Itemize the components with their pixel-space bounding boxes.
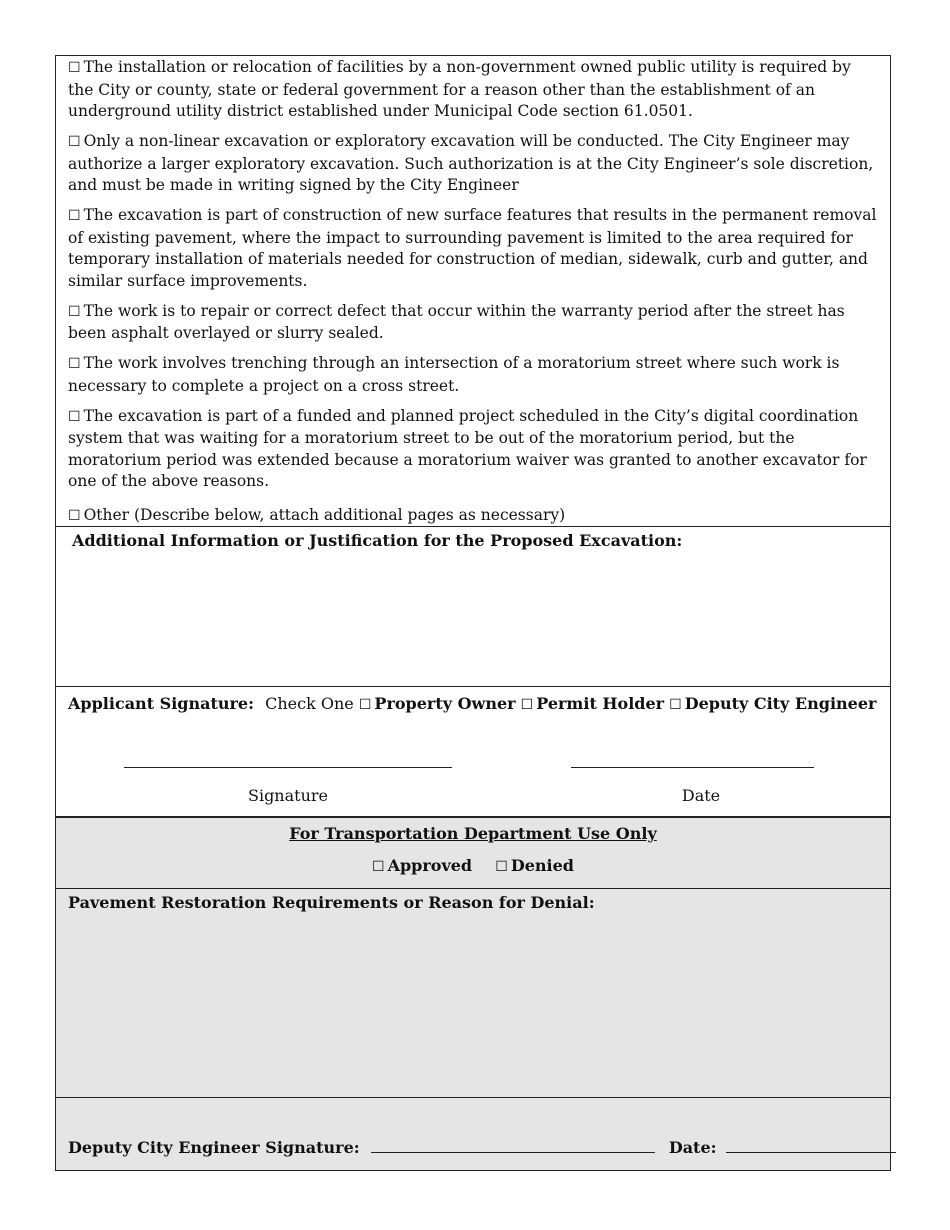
- checkbox-icon[interactable]: ☐: [68, 134, 81, 150]
- transportation-heading: For Transportation Department Use Only: [289, 824, 657, 843]
- applicant-signature-row: [68, 694, 878, 713]
- checkbox-icon[interactable]: ☐: [68, 408, 81, 425]
- checkbox-icon[interactable]: ☐: [669, 697, 682, 713]
- additional-info-section[interactable]: [56, 527, 890, 687]
- checkbox-icon[interactable]: ☐: [68, 356, 81, 372]
- reason-item: ☐ The work is to repair or correct defect that occur within the warranty period after the street has been asphalt overlayed or slurry sealed.: [68, 301, 845, 342]
- deputy-signature-line[interactable]: [371, 1138, 655, 1153]
- date-caption: Date: [681, 786, 721, 805]
- reason-item-other: ☐ Other (Describe below, attach additional pages as necessary): [68, 505, 566, 524]
- reasons-section: [56, 56, 890, 527]
- check-one-label: Check One: [265, 694, 354, 713]
- applicant-signature-label: Applicant Signature:: [68, 694, 255, 713]
- option-deputy-city-engineer: Deputy City Engineer: [684, 694, 877, 713]
- deputy-date-line[interactable]: [726, 1138, 896, 1153]
- checkbox-icon[interactable]: ☐: [68, 303, 81, 320]
- deputy-signature-row: [68, 1138, 896, 1157]
- checkbox-icon[interactable]: ☐: [520, 697, 534, 713]
- checkbox-icon[interactable]: ☐: [68, 208, 81, 224]
- additional-info-label: Additional Information or Justification for the Proposed Excavation:: [72, 531, 683, 550]
- pavement-restoration-label: Pavement Restoration Requirements or Reason for Denial:: [68, 893, 595, 912]
- applicant-signature-section: [56, 687, 890, 817]
- date-line[interactable]: [571, 767, 814, 768]
- deputy-date-label: Date:: [668, 1138, 717, 1157]
- checkbox-icon[interactable]: ☐: [68, 507, 81, 524]
- deputy-signature-label: Deputy City Engineer Signature:: [68, 1138, 360, 1157]
- reason-item: ☐ The excavation is part of construction of new surface features that results in the permanent removal of existing pavement, where the impact to surrounding pavement is limited to the area required for temporary installation of materials needed for construction of median, sidewalk, curb and gutter, and similar surface improvements.: [68, 206, 877, 290]
- signature-line[interactable]: [124, 767, 452, 768]
- reason-item: ☐ The work involves trenching through an intersection of a moratorium street where such work is necessary to complete a project on a cross street.: [68, 354, 840, 395]
- signature-caption: Signature: [247, 786, 328, 805]
- reason-item: ☐ The excavation is part of a funded and planned project scheduled in the City’s digital coordination system that was waiting for a moratorium street to be out of the moratorium period, but the moratorium period was extended because a moratorium waiver was granted to another excavator for one of the above reasons.: [68, 406, 867, 490]
- transportation-use-section: [56, 817, 890, 889]
- checkbox-icon[interactable]: ☐: [68, 60, 81, 76]
- deputy-signature-section: [56, 1098, 890, 1170]
- checkbox-icon[interactable]: ☐: [495, 859, 508, 875]
- option-permit-holder: Permit Holder: [536, 694, 665, 713]
- checkbox-icon[interactable]: ☐: [358, 697, 372, 713]
- reason-item: ☐ The installation or relocation of facilities by a non-government owned public utility is required by the City or county, state or federal government for a reason other than the establishment of an underground utility district established under Municipal Code section 61.0501.: [68, 58, 851, 120]
- pavement-restoration-section[interactable]: [56, 889, 890, 1098]
- reason-item: ☐ Only a non-linear excavation or exploratory excavation will be conducted. The City Engineer may authorize a larger exploratory excavation. Such authorization is at the City Engineer’s sole discretion, and must be made in writing signed by the City Engineer: [68, 132, 874, 194]
- checkbox-icon[interactable]: ☐: [372, 859, 385, 875]
- excavation-waiver-form: [55, 55, 891, 1171]
- denied-label: Denied: [510, 856, 574, 875]
- approved-label: Approved: [387, 856, 473, 875]
- decision-row: [56, 856, 890, 875]
- option-property-owner: Property Owner: [374, 694, 516, 713]
